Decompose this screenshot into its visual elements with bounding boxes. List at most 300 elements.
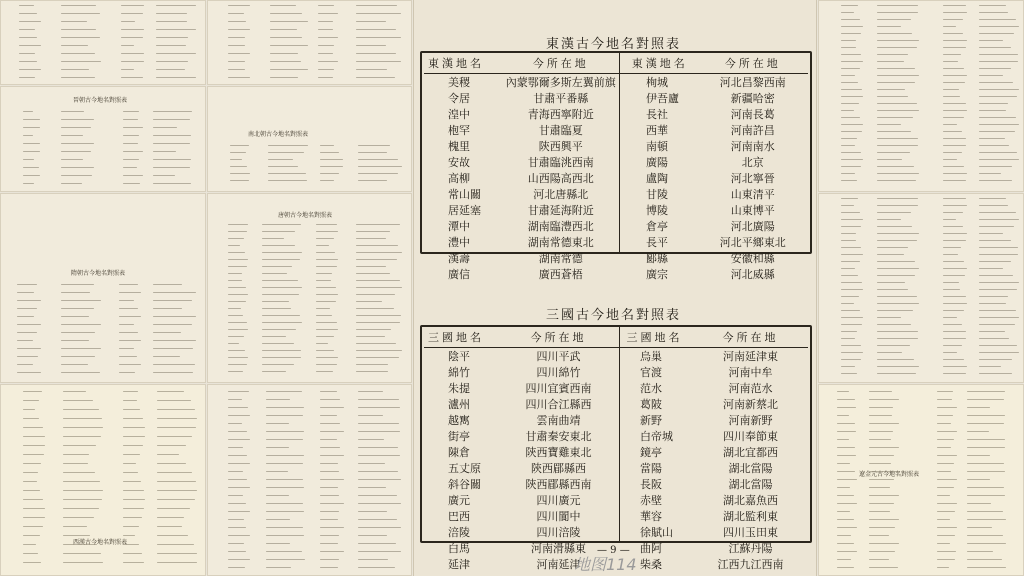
scanned-text-line [228, 259, 248, 260]
scanned-text-line [228, 322, 247, 323]
scanned-text-line [228, 287, 246, 288]
scanned-text-line [943, 40, 967, 41]
scanned-text-line [837, 479, 857, 480]
thumbnail-page-9[interactable] [818, 0, 1024, 192]
scanned-text-line [358, 503, 401, 504]
place-name-cell: 澧中 [448, 236, 470, 249]
scanned-text-line [266, 471, 288, 472]
thumbnail-page-5[interactable] [0, 193, 206, 383]
scanned-text-line [841, 54, 861, 55]
scanned-text-line [841, 166, 861, 167]
scanned-text-line [23, 562, 41, 563]
scanned-text-line [979, 261, 1011, 262]
scanned-text-line [943, 61, 958, 62]
place-name-cell: 柴桑 [639, 558, 662, 571]
scanned-text-line [967, 479, 990, 480]
scanned-text-line [979, 26, 1019, 27]
scanned-text-line [967, 543, 1006, 544]
scanned-text-line [841, 103, 859, 104]
place-name-cell: 長平 [645, 236, 668, 249]
scanned-text-line [262, 315, 300, 316]
scanned-text-line [262, 301, 289, 302]
scanned-text-line [63, 517, 94, 518]
scanned-text-line [123, 508, 144, 509]
modern-location-cell: 四川平武 [536, 350, 581, 363]
modern-location-cell: 青海西寧附近 [527, 108, 594, 121]
scanned-text-line [228, 407, 248, 408]
scanned-text-line [356, 350, 402, 351]
scanned-text-line [943, 212, 963, 213]
modern-location-cell: 河南中牟 [728, 366, 773, 379]
scanned-text-line [153, 143, 190, 144]
scanned-text-line [358, 471, 398, 472]
scanned-text-line [943, 103, 966, 104]
place-name-cell: 博陵 [645, 204, 668, 217]
scanned-text-line [318, 53, 333, 54]
scanned-text-line [358, 543, 396, 544]
scanned-text-line [967, 551, 993, 552]
thumbnail-page-8[interactable] [207, 384, 412, 576]
scanned-text-line [19, 5, 34, 6]
scanned-text-line [943, 54, 961, 55]
scanned-text-line [937, 399, 952, 400]
thumbnail-page-7[interactable] [0, 384, 206, 576]
scanned-text-line [123, 143, 138, 144]
scanned-text-line [123, 175, 143, 176]
scanned-text-line [943, 345, 962, 346]
place-name-cell: 令居 [448, 92, 470, 105]
scanned-text-line [937, 423, 951, 424]
scanned-text-line [877, 5, 918, 6]
scanned-text-line [17, 340, 33, 341]
scanned-text-line [837, 543, 854, 544]
scanned-text-line [837, 463, 850, 464]
thumbnail-page-3[interactable] [0, 86, 206, 192]
scanned-text-line [17, 348, 41, 349]
scanned-text-line [228, 308, 241, 309]
scanned-text-line [228, 245, 240, 246]
scanned-text-line [358, 559, 388, 560]
scanned-text-line [157, 535, 188, 536]
scanned-text-line [841, 61, 863, 62]
scanned-text-line [156, 53, 196, 54]
thumbnail-page-1[interactable] [0, 0, 206, 85]
scanned-text-line [268, 173, 306, 174]
scanned-text-line [17, 364, 33, 365]
scanned-text-line [316, 280, 331, 281]
scanned-text-line [17, 300, 41, 301]
scanned-text-line [228, 231, 247, 232]
thumbnail-page-6[interactable] [207, 193, 412, 383]
scanned-text-line [869, 463, 891, 464]
scanned-text-line [841, 261, 860, 262]
scanned-text-line [121, 53, 144, 54]
scanned-text-line [123, 463, 136, 464]
scanned-text-line [123, 159, 139, 160]
scanned-text-line [17, 316, 34, 317]
scanned-text-line [316, 336, 334, 337]
scanned-text-line [157, 517, 184, 518]
scanned-text-line [270, 5, 296, 6]
scanned-text-line [63, 409, 99, 410]
scanned-text-line [23, 436, 45, 437]
scanned-text-line [318, 45, 334, 46]
scanned-text-line [979, 68, 1011, 69]
scanned-text-line [943, 317, 957, 318]
scanned-text-line [156, 29, 196, 30]
scanned-text-line [358, 159, 398, 160]
scanned-text-line [943, 152, 962, 153]
scanned-text-line [320, 145, 334, 146]
scanned-text-line [943, 110, 967, 111]
scanned-text-line [119, 292, 141, 293]
scanned-text-line [61, 175, 92, 176]
scanned-text-line [153, 119, 190, 120]
scanned-text-line [979, 75, 1003, 76]
scanned-text-line [157, 409, 195, 410]
scanned-text-line [943, 198, 966, 199]
scanned-text-line [937, 543, 950, 544]
scanned-text-line [17, 372, 41, 373]
scanned-text-line [356, 245, 398, 246]
scanned-text-line [228, 37, 245, 38]
place-name-cell: 烏巢 [639, 350, 662, 363]
scanned-text-line [841, 366, 855, 367]
scanned-text-line [967, 423, 1004, 424]
scanned-text-line [320, 439, 337, 440]
modern-location-cell: 河北威縣 [730, 268, 775, 281]
scanned-text-line [316, 322, 337, 323]
scanned-text-line [979, 345, 1017, 346]
scanned-text-line [23, 400, 39, 401]
thumbnail-title: 隋朝古今地名對照表 [71, 270, 126, 277]
scanned-text-line [943, 117, 964, 118]
scanned-text-line [356, 21, 386, 22]
scanned-text-line [121, 61, 144, 62]
scanned-text-line [877, 159, 902, 160]
scanned-text-line [266, 447, 289, 448]
scanned-text-line [316, 350, 334, 351]
scanned-text-line [356, 287, 402, 288]
scanned-text-line [979, 110, 1006, 111]
scanned-text-line [356, 266, 386, 267]
scanned-text-line [61, 167, 94, 168]
scanned-text-line [937, 415, 953, 416]
scanned-text-line [262, 259, 300, 260]
scanned-text-line [837, 431, 856, 432]
scanned-text-line [123, 119, 138, 120]
scanned-text-line [841, 110, 854, 111]
modern-location-cell: 四川奉節東 [723, 430, 779, 443]
scanned-text-line [23, 526, 43, 527]
scanned-text-line [841, 12, 854, 13]
thumbnail-title: 晉朝古今地名對照表 [73, 97, 128, 104]
scanned-text-line [121, 13, 143, 14]
place-name-cell: 美稷 [448, 76, 470, 89]
scanned-text-line [877, 254, 904, 255]
modern-location-cell: 甘肅平番縣 [533, 92, 589, 105]
place-name-cell: 朱提 [448, 382, 470, 395]
scanned-text-line [943, 219, 956, 220]
scanned-text-line [943, 289, 960, 290]
scanned-text-line [266, 559, 305, 560]
table-row [424, 202, 808, 218]
modern-location-cell: 河南新野 [728, 414, 773, 427]
modern-location-cell: 河南滑縣東 [531, 542, 587, 555]
scanned-text-line [266, 479, 303, 480]
scanned-text-line [270, 21, 308, 22]
scanned-text-line [228, 364, 247, 365]
scanned-text-line [937, 439, 954, 440]
scanned-text-line [228, 471, 243, 472]
scanned-text-line [356, 308, 394, 309]
scanned-text-line [877, 275, 915, 276]
scanned-text-line [877, 138, 918, 139]
scanned-text-line [937, 407, 957, 408]
scanned-text-line [841, 338, 855, 339]
scanned-text-line [228, 273, 242, 274]
modern-location-cell: 河北唐縣北 [533, 188, 589, 201]
place-name-cell: 白馬 [448, 542, 470, 555]
scanned-text-line [123, 127, 143, 128]
scanned-text-line [356, 45, 386, 46]
scanned-text-line [61, 316, 89, 317]
scanned-text-line [877, 110, 919, 111]
scanned-text-line [23, 445, 45, 446]
table-row [424, 428, 808, 444]
scanned-text-line [123, 436, 145, 437]
scanned-text-line [153, 292, 196, 293]
scanned-text-line [320, 399, 340, 400]
scanned-text-line [841, 317, 863, 318]
scanned-text-line [157, 499, 195, 500]
scanned-text-line [153, 348, 193, 349]
modern-location-cell: 河北平鄉東北 [719, 236, 786, 249]
scanned-text-line [61, 21, 87, 22]
scanned-text-line [153, 284, 182, 285]
scanned-text-line [841, 180, 857, 181]
scanned-text-line [266, 391, 302, 392]
scanned-text-line [320, 166, 343, 167]
scanned-text-line [943, 124, 957, 125]
scanned-text-line [262, 252, 302, 253]
scanned-text-line [153, 308, 182, 309]
scanned-text-line [943, 173, 967, 174]
scanned-text-line [979, 47, 1011, 48]
scanned-text-line [967, 559, 1002, 560]
scanned-text-line [316, 273, 332, 274]
scanned-text-line [837, 511, 850, 512]
scanned-text-line [841, 19, 860, 20]
scanned-text-line [63, 463, 88, 464]
scanned-text-line [121, 21, 135, 22]
scanned-text-line [841, 173, 855, 174]
scanned-text-line [841, 289, 863, 290]
scanned-text-line [937, 455, 957, 456]
scanned-text-line [841, 345, 861, 346]
place-name-cell: 巴西 [448, 510, 470, 523]
scanned-text-line [943, 324, 962, 325]
scanned-text-line [266, 415, 303, 416]
scanned-text-line [358, 447, 398, 448]
scanned-text-line [937, 503, 957, 504]
scanned-text-line [967, 471, 1005, 472]
scanned-text-line [877, 117, 913, 118]
scanned-text-line [943, 5, 966, 6]
scanned-text-line [937, 487, 954, 488]
scanned-text-line [157, 562, 197, 563]
scanned-text-line [967, 391, 1005, 392]
scanned-text-line [123, 562, 144, 563]
scanned-text-line [23, 167, 39, 168]
scanned-text-line [23, 517, 45, 518]
scanned-text-line [979, 331, 1005, 332]
scanned-text-line [228, 301, 246, 302]
scanned-text-line [153, 135, 191, 136]
scanned-text-line [837, 455, 856, 456]
table-row [424, 460, 808, 476]
scanned-text-line [228, 371, 243, 372]
modern-location-cell: 四川宜賓西南 [525, 382, 592, 395]
modern-location-cell: 河北昌黎西南 [719, 76, 786, 89]
scanned-text-line [157, 427, 196, 428]
scanned-text-line [877, 296, 917, 297]
thumbnail-page-4[interactable] [207, 86, 412, 192]
scanned-text-line [123, 499, 145, 500]
thumbnail-page-11[interactable] [818, 384, 1024, 576]
scanned-text-line [121, 37, 143, 38]
scanned-text-line [123, 183, 140, 184]
scanned-text-line [228, 511, 250, 512]
thumbnail-page-10[interactable] [818, 193, 1024, 383]
scanned-text-line [266, 407, 304, 408]
scanned-text-line [228, 77, 250, 78]
scanned-text-line [268, 159, 293, 160]
scanned-text-line [228, 21, 246, 22]
modern-location-cell: 四川合江縣西 [525, 398, 592, 411]
scanned-text-line [228, 343, 239, 344]
scanned-text-line [943, 166, 964, 167]
modern-location-cell: 江蘇丹陽 [728, 542, 773, 555]
scanned-text-line [837, 503, 857, 504]
scanned-text-line [841, 68, 860, 69]
page-number: — 9 — [597, 545, 630, 556]
scanned-text-line [157, 490, 197, 491]
scanned-text-line [262, 224, 301, 225]
scanned-text-line [157, 391, 184, 392]
place-name-cell: 街亭 [448, 430, 470, 443]
scanned-text-line [318, 69, 334, 70]
scanned-text-line [943, 282, 959, 283]
scanned-text-line [61, 372, 100, 373]
scanned-text-line [320, 519, 338, 520]
scanned-text-line [937, 519, 950, 520]
scanned-text-line [266, 511, 304, 512]
scanned-text-line [121, 69, 134, 70]
scanned-text-line [356, 336, 385, 337]
scanned-text-line [61, 111, 84, 112]
scanned-text-line [841, 40, 856, 41]
scanned-text-line [877, 68, 915, 69]
place-name-cell: 甘陵 [645, 188, 668, 201]
scanned-text-line [23, 499, 43, 500]
scanned-text-line [837, 527, 857, 528]
modern-location-cell: 陝西興平 [538, 140, 583, 153]
scanned-text-line [119, 340, 141, 341]
scanned-text-line [123, 454, 140, 455]
scanned-text-line [228, 53, 250, 54]
scanned-text-line [358, 487, 386, 488]
scanned-text-line [841, 212, 860, 213]
scanned-text-line [358, 455, 400, 456]
scanned-text-line [228, 495, 243, 496]
scanned-text-line [63, 472, 95, 473]
modern-location-cell: 山西陽高西北 [527, 172, 594, 185]
scanned-text-line [979, 359, 1012, 360]
scanned-text-line [356, 322, 400, 323]
scanned-text-line [937, 495, 950, 496]
scanned-text-line [63, 499, 102, 500]
scanned-text-line [841, 310, 860, 311]
scanned-text-line [841, 268, 855, 269]
scanned-text-line [841, 352, 863, 353]
scanned-text-line [61, 119, 94, 120]
scanned-text-line [23, 418, 39, 419]
scanned-text-line [877, 103, 917, 104]
scanned-text-line [17, 284, 37, 285]
place-name-cell: 鏡亭 [639, 446, 662, 459]
scanned-text-line [316, 308, 330, 309]
scanned-text-line [61, 292, 90, 293]
scanned-text-line [943, 26, 956, 27]
scanned-text-line [356, 294, 395, 295]
scanned-text-line [320, 487, 338, 488]
scanned-text-line [61, 332, 95, 333]
scanned-text-line [979, 240, 1011, 241]
scanned-text-line [358, 527, 401, 528]
scanned-text-line [320, 423, 340, 424]
scanned-text-line [228, 315, 243, 316]
scanned-text-line [19, 69, 41, 70]
scanned-text-line [869, 391, 892, 392]
scanned-text-line [967, 399, 1004, 400]
place-name-cell: 漢壽 [448, 252, 470, 265]
scanned-text-line [23, 544, 36, 545]
scanned-text-line [967, 567, 1006, 568]
modern-location-cell: 甘肅臨洮西南 [527, 156, 594, 169]
place-name-cell: 越寯 [448, 414, 470, 427]
scanned-text-line [262, 364, 294, 365]
scanned-text-line [262, 280, 298, 281]
scanned-text-line [979, 233, 1003, 234]
scanned-text-line [123, 427, 145, 428]
scanned-text-line [228, 399, 242, 400]
scanned-text-line [943, 268, 967, 269]
scanned-text-line [318, 37, 338, 38]
scanned-text-line [270, 29, 297, 30]
scanned-text-line [356, 231, 390, 232]
place-name-cell: 廣信 [448, 268, 470, 281]
scanned-text-line [841, 82, 858, 83]
scanned-text-line [123, 400, 137, 401]
scanned-text-line [979, 310, 1016, 311]
scanned-text-line [262, 336, 286, 337]
thumbnail-page-2[interactable] [207, 0, 412, 85]
scanned-text-line [157, 508, 190, 509]
scanned-text-line [157, 400, 191, 401]
scanned-text-line [316, 329, 338, 330]
scanned-text-line [356, 259, 397, 260]
